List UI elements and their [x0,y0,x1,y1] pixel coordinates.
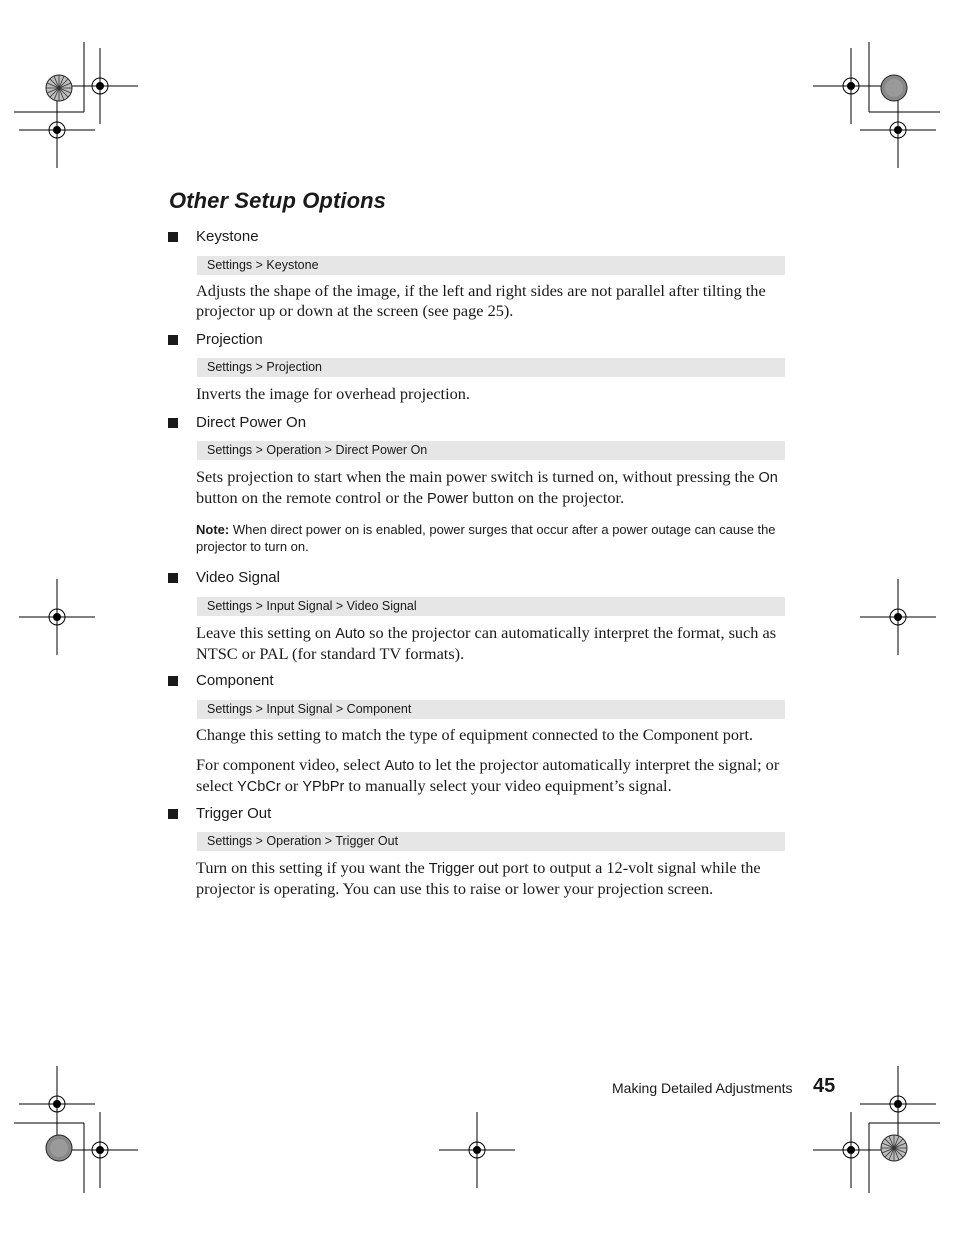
setting-item-label: Trigger Out [196,805,272,822]
setting-description-extra [196,755,791,797]
body-text: button on the projector. [468,488,625,507]
ui-term: Auto [384,758,415,774]
menu-path-text: Settings > Keystone [207,258,319,272]
square-bullet-icon [168,676,178,686]
square-bullet-icon [168,573,178,583]
body-text: Sets projection to start when the main power switch is turned on, without pressing the [196,467,759,486]
note-label: Note: [196,522,230,537]
setting-item-label: Component [196,672,274,689]
body-text: Leave this setting on [196,623,336,642]
setting-description [196,725,791,745]
setting-item-label: Direct Power On [196,414,307,431]
menu-path-bar [197,700,785,719]
note-text [196,521,786,555]
body-text: For component video, select [196,755,385,774]
setting-description [196,467,791,509]
body-text: button on the remote control or the [196,488,428,507]
body-text: or [280,776,303,795]
ui-term: Trigger out [428,861,499,877]
body-text: port to output a 12-volt signal while the projector is operating. You can use this to raise or lower your projection screen. [196,858,761,898]
menu-path-bar [197,358,785,377]
setting-description [196,384,791,404]
setting-description [196,858,791,899]
setting-item-label: Projection [196,331,263,348]
menu-path-bar [197,597,785,616]
square-bullet-icon [168,418,178,428]
ui-term: On [758,470,778,486]
body-text: so the projector can automatically interpret the format, such as NTSC or PAL (for standard TV formats). [196,623,777,663]
page-title: Other Setup Options [169,188,387,213]
menu-path-text: Settings > Input Signal > Component [207,702,412,716]
square-bullet-icon [168,232,178,242]
menu-path-bar [197,441,785,460]
menu-path-bar [197,832,785,851]
setting-description [196,623,791,664]
body-text: Inverts the image for overhead projection. [196,384,470,403]
menu-path-text: Settings > Input Signal > Video Signal [207,599,417,613]
body-text: Turn on this setting if you want the [196,858,429,877]
setting-item-label: Keystone [196,228,259,245]
footer-section-title: Making Detailed Adjustments [612,1080,793,1096]
body-text: Adjusts the shape of the image, if the left and right sides are not parallel after tilting the projector up or down at the screen (see page 25). [196,281,766,320]
menu-path-text: Settings > Operation > Trigger Out [207,834,399,848]
ui-term: Auto [335,626,366,642]
menu-path-text: Settings > Operation > Direct Power On [207,443,428,457]
body-text: to manually select your video equipment’s signal. [344,776,672,795]
square-bullet-icon [168,809,178,819]
note-body: When direct power on is enabled, power surges that occur after a power outage can cause the projector to turn on. [196,522,776,554]
setting-description [196,281,791,321]
setting-item-label: Video Signal [196,569,280,586]
square-bullet-icon [168,335,178,345]
body-text: Change this setting to match the type of equipment connected to the Component port. [196,725,754,744]
page-number: 45 [813,1075,836,1097]
ui-term: YPbPr [302,779,345,795]
ui-term: YCbCr [237,779,281,795]
menu-path-bar [197,256,785,275]
menu-path-text: Settings > Projection [207,360,322,374]
body-text: to let the projector automatically interpret the signal; or select [196,755,780,795]
ui-term: Power [427,491,469,507]
